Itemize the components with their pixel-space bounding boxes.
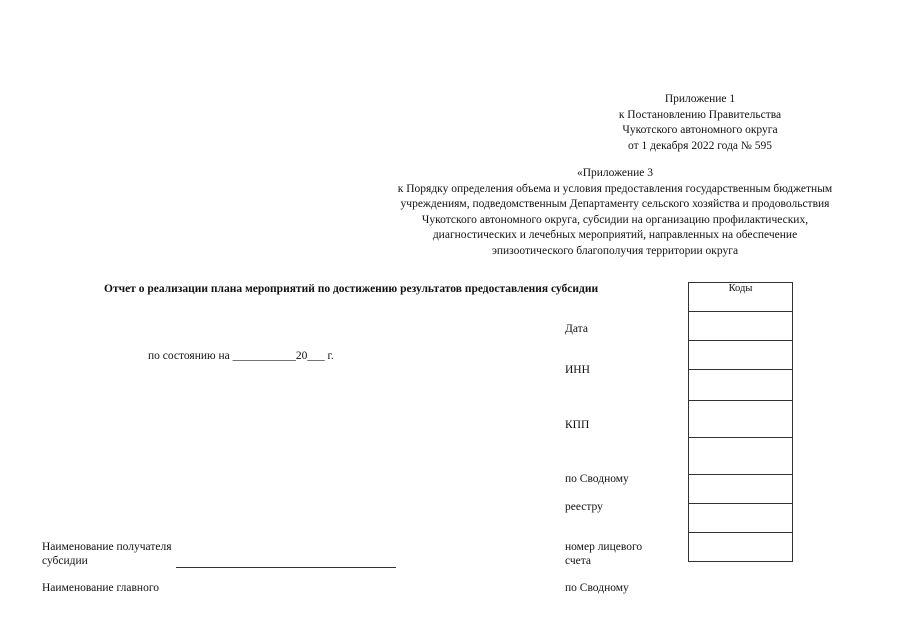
appendix3-line: к Порядку определения объема и условия предоставления государственным бюджетным xyxy=(397,182,833,195)
codes-header: Коды xyxy=(689,283,793,312)
label-kpp: КПП xyxy=(565,419,590,431)
code-cell-inn[interactable] xyxy=(689,341,793,370)
label-inn: ИНН xyxy=(565,364,590,376)
report-as-of-date: по состоянию на ___________20___ г. xyxy=(148,350,334,362)
report-title: Отчет о реализации плана мероприятий по достижению результатов предоставления субсидии xyxy=(104,283,599,295)
appendix3-line: Чукотского автономного округа, субсидии на организацию профилактических, xyxy=(421,213,809,226)
recipient-name-field[interactable] xyxy=(176,567,396,568)
code-cell-inn-2[interactable] xyxy=(689,370,793,401)
code-cell-date[interactable] xyxy=(689,312,793,341)
recipient-label-line2: субсидии xyxy=(42,555,88,567)
appendix-line: к Постановлению Правительства xyxy=(618,108,782,121)
label-account-line1: номер лицевого xyxy=(565,541,643,553)
code-cell-registry-2[interactable] xyxy=(689,504,793,533)
code-cell-kpp-2[interactable] xyxy=(689,438,793,475)
appendix3-line: диагностических и лечебных мероприятий, направленных на обеспечение xyxy=(432,229,798,241)
code-cell-account[interactable] xyxy=(689,533,793,562)
recipient-label-line1: Наименование получателя xyxy=(42,541,172,553)
appendix3-line: эпизоотического благополучия территории округа xyxy=(491,244,739,257)
code-cell-registry[interactable] xyxy=(689,475,793,504)
appendix-3-header xyxy=(340,166,890,259)
appendix-line: от 1 декабря 2022 года № 595 xyxy=(627,139,772,152)
main-manager-label: Наименование главного xyxy=(42,582,160,594)
label-registry-line1: по Сводному xyxy=(565,473,629,485)
appendix-line: Приложение 1 xyxy=(664,93,736,105)
label-date: Дата xyxy=(565,323,588,335)
code-cell-kpp[interactable] xyxy=(689,401,793,438)
appendix3-line: учреждениям, подведомственным Департаменту сельского хозяйства и продовольствия xyxy=(400,198,830,210)
label-registry2-line1: по Сводному xyxy=(565,582,629,594)
appendix-line: Чукотского автономного округа xyxy=(622,124,778,136)
label-registry-line2: реестру xyxy=(565,501,603,513)
appendix-1-header xyxy=(570,92,830,154)
appendix3-line: «Приложение 3 xyxy=(576,167,654,179)
label-account-line2: счета xyxy=(565,555,592,567)
codes-table xyxy=(688,282,793,562)
